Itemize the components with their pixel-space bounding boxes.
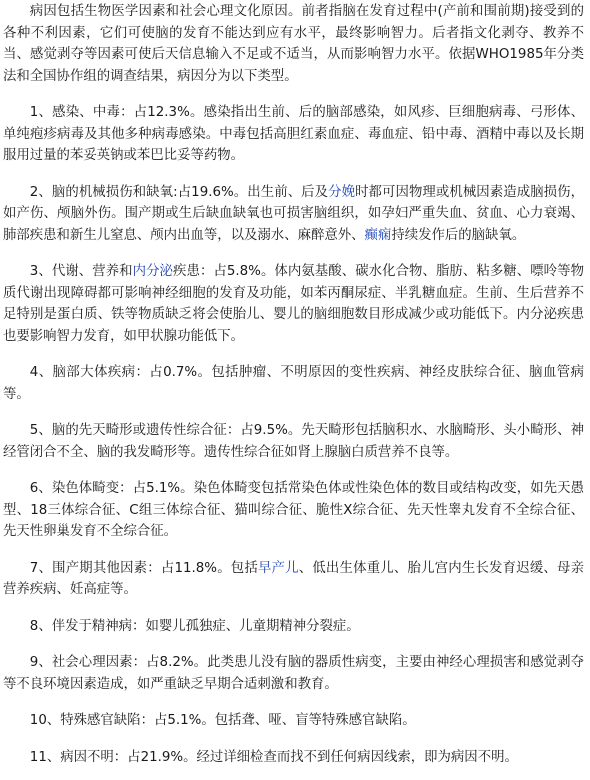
- paragraph-text: 、低出生体重儿、胎儿宫内生长发育迟缓、母亲营养疾病、妊高症等。: [3, 560, 584, 597]
- link-epilepsy[interactable]: 癫痫: [364, 227, 392, 243]
- cause-chromosome-aberration: 6、染色体畸变：占5.1%。染色体畸变包括常染色体或性染色体的数目或结构改变，如先天愚型、18三体综合征、C组三体综合征、猫叫综合征、脆性X综合征、先天性睾丸发育不全综合征、先天性卵巢发育不全综合征。: [3, 481, 584, 539]
- cause-infection-poisoning: 1、感染、中毒：占12.3%。感染指出生前、后的脑部感染，如风疹、巨细胞病毒、弓形体、单纯疱疹病毒及其他多种病毒感染。中毒包括高胆红素血症、毒血症、铅中毒、酒精中毒以及长期服用过量的苯妥英钠或苯巴比妥等药物。: [3, 105, 584, 163]
- paragraph-text: 3、代谢、营养和: [29, 264, 133, 279]
- cause-unknown: 11、病因不明：占21.9%。经过详细检查而找不到任何病因线索，即为病因不明。: [29, 749, 518, 765]
- link-childbirth[interactable]: 分娩: [328, 184, 356, 200]
- link-premature-infant[interactable]: 早产儿: [257, 560, 299, 576]
- intro-paragraph: 病因包括生物医学因素和社会心理文化原因。前者指脑在发育过程中(产前和围前期)接受到的各种不利因素，它们可使脑的发育不能达到应有水平，最终影响智力。后者指文化剥夺、教养不当、感觉剥夺等因素可使后天信息输入不足或不适当，从而影响智力水平。依据WHO1985年分类法和全国协作组的调查结果，病因分为以下类型。: [3, 4, 584, 84]
- cause-perinatal-factors: [3, 558, 584, 601]
- cause-psychosocial: 9、社会心理因素：占8.2%。此类患儿没有脑的器质性病变，主要由神经心理损害和感觉剥夺等不良环境因素造成，如严重缺乏早期合适刺激和教育。: [3, 655, 584, 692]
- link-endocrine[interactable]: 内分泌: [132, 264, 174, 279]
- paragraph-text: 疾患：占5.8%。体内氨基酸、碳水化合物、脂肪、粘多糖、嘌呤等物质代谢出现障碍都可影响神经细胞的发育及功能，如苯丙酮尿症、半乳糖血症。生前、生后营养不足特别是蛋白质、铁等物质缺乏将会使胎儿、婴儿的脑细胞数目形成减少或功能低下。内分泌疾患也要影响智力发育，如甲状腺功能低下。: [3, 264, 584, 344]
- cause-psychiatric: 8、伴发于精神病：如婴儿孤独症、儿童期精神分裂症。: [29, 618, 360, 634]
- cause-metabolic-endocrine: [3, 261, 584, 347]
- cause-mechanical-injury-hypoxia: [3, 182, 584, 247]
- cause-sensory-defect: 10、特殊感官缺陷：占5.1%。包括聋、哑、盲等特殊感官缺陷。: [29, 713, 416, 728]
- paragraph-text: 2、脑的机械损伤和缺氧:占19.6%。出生前、后及: [29, 184, 329, 200]
- cause-congenital-malformation: 5、脑的先天畸形或遗传性综合征：占9.5%。先天畸形包括脑积水、水脑畸形、头小畸形、神经管闭合不全、脑的我发畸形等。遗传性综合征如肾上腺脑白质营养不良等。: [3, 423, 584, 460]
- paragraph-text: 时都可因物理或机械因素造成脑损伤，如产伤、颅脑外伤。围产期或生后缺血缺氧也可损害脑组织，如孕妇严重失血、贫血、心力衰竭、肺部疾患和新生儿窒息、颅内出血等，以及溺水、麻醉意外、: [3, 184, 585, 243]
- cause-brain-disease: 4、脑部大体疾病：占0.7%。包括肿瘤、不明原因的变性疾病、神经皮肤综合征、脑血管病等。: [3, 365, 584, 402]
- paragraph-text: 持续发作后的脑缺氧。: [391, 227, 526, 243]
- paragraph-text: 7、围产期其他因素：占11.8%。包括: [29, 560, 258, 576]
